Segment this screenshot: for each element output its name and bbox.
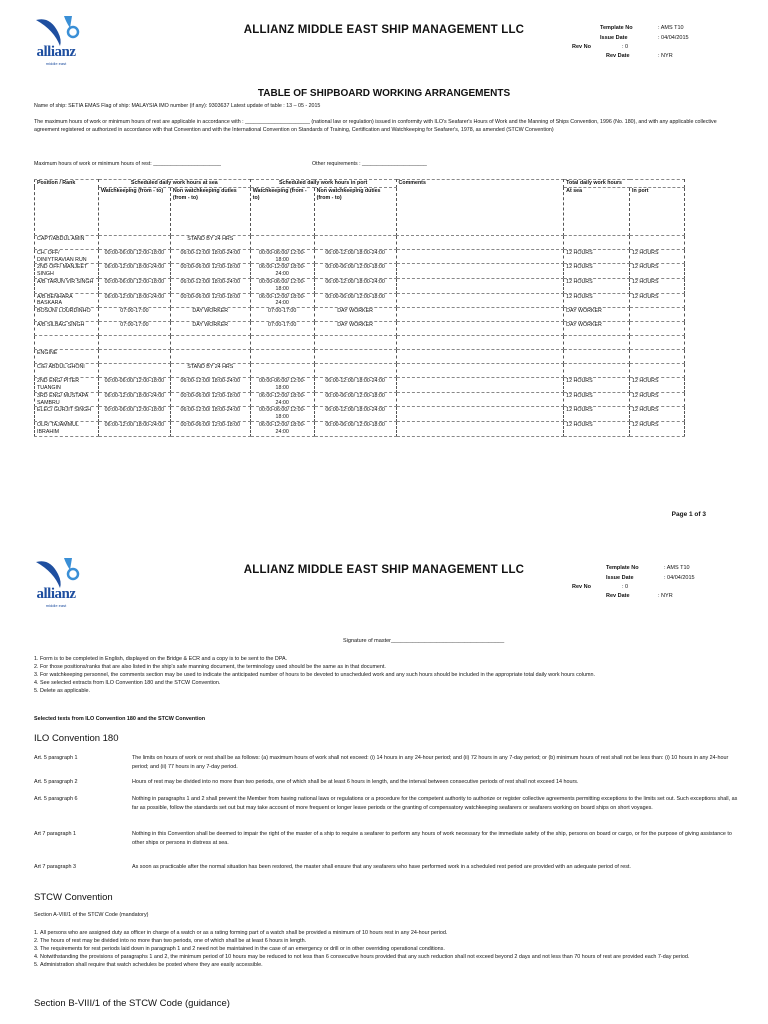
table-cell [564,235,630,249]
table-cell: 06:00-12:00/ 18:00-24:00 [314,278,396,293]
header-total: Total daily work hours [564,180,685,188]
table-cell: DAY WORKER [170,308,250,322]
table-cell: STAND BY 24 HRS [170,364,250,378]
article-label: Art 7 paragraph 3 [34,864,76,870]
table-cell: STAND BY 24 HRS [170,235,250,249]
ilo-article [34,863,744,872]
template-label: Template No [606,565,639,571]
table-cell: 00:00-06:00/ 12:00-18:00 [250,378,314,393]
table-cell: DAY WORKER [564,308,630,322]
table-cell: 06:00-12:00/ 18:00-24:00 [314,407,396,422]
table-row [35,392,685,407]
table-cell: 07:00-17:00 [98,322,170,336]
header-in-port: In port [630,187,685,235]
table-row [35,308,685,322]
document-meta-page2 [606,564,695,583]
comments-cell [396,336,564,350]
table-cell: 12 HOURS [564,421,630,436]
rank-cell: 2ND ENG/ PITER TUANGIN [35,378,99,393]
table-cell: 06:00-12:00/ 18:00-24:00 [250,421,314,436]
note-item: 4. See selected extracts from ILO Convention 180 and the STCW Convention. [40,679,760,687]
company-name: ALLIANZ MIDDLE EAST SHIP MANAGEMENT LLC [243,24,525,36]
table-cell: 06:00-12:00/ 18:00-24:00 [250,293,314,308]
table-cell [564,350,630,364]
comments-cell [396,421,564,436]
header-port: Scheduled daily work hours in port [250,180,396,188]
table-cell [314,336,396,350]
stcw-list [22,929,760,969]
table-row [35,378,685,393]
comments-cell [396,407,564,422]
table-cell: DAY WORKER [314,322,396,336]
issue-label: Issue Date [606,574,634,581]
comments-cell [396,249,564,264]
logo-subtext: middle east [45,603,67,608]
table-row [35,322,685,336]
page-number: Page 1 of 3 [671,511,706,518]
table-cell: 12 HOURS [630,264,685,279]
table-row [35,293,685,308]
table-cell [98,364,170,378]
table-cell: 00:00-06:00/ 12:00-18:00 [98,407,170,422]
table-cell: 06:00-12:00/ 18:00-24:00 [98,264,170,279]
working-arrangements-table [34,179,685,437]
table-cell: 00:00-06:00/ 12:00-18:00 [98,278,170,293]
table-cell [250,336,314,350]
article-label: Art. 5 paragraph 6 [34,796,78,802]
table-row [35,350,685,364]
table-cell [98,336,170,350]
rev-label: Rev No [572,584,591,590]
stcw-item: 4. Notwithstanding the provisions of paragraphs 1 and 2, the minimum period of 10 hours may be reduced to not less than 6 consecutive hours provided that any such reduction shall not exceed beyond 2 days and not less than 70 hours of rest are provided each 7-day period. [40,953,760,961]
table-cell: 00:00-06:00/ 12:00-18:00 [98,249,170,264]
table-row [35,278,685,293]
header-comments: Comments [396,180,564,236]
rank-cell: C/E/ ABDUL GHONI [35,364,99,378]
stcw-item: 3. The requirements for rest periods laid down in paragraph 1 and 2 need not be maintained in the case of an emergency or drill or in other overriding operational conditions. [40,945,760,953]
table-cell: DAY WORKER [314,308,396,322]
article-text: The limits on hours of work or rest shall be as follows: (a) maximum hours of work shall not exceed: (i) 14 hours in any 24-hour period; and (ii) 72 hours in any 7-day period; or (b) minimum hours of rest shall not be less than: (i) 10 hours in any 24-hour period; and (ii) 77 hours in any 7-day period. [132,755,729,770]
rev-value: : 0 [622,44,629,50]
other-requirements: Other requirements : ______________________ [312,161,427,167]
table-cell [98,235,170,249]
header-sea-nonwatch: Non watchkeeping duties (from - to) [170,187,250,235]
header-at-sea: At sea [564,187,630,235]
rank-cell: A/B BENHARA BASKARA [35,293,99,308]
table-cell [314,235,396,249]
table-cell [630,322,685,336]
rev-label: Rev No [572,44,591,50]
ship-info: Name of ship: SETIA EMAS Flag of ship: MALAYSIA IMO number (if any): 9303637 Latest update of table : 13 – 05 - 2015 [34,103,321,109]
comments-cell [396,308,564,322]
ilo-article [34,754,744,771]
table-cell: 12 HOURS [564,293,630,308]
table-cell: 06:00-12:00/ 18:00-24:00 [314,378,396,393]
table-cell: 12 HOURS [564,264,630,279]
issue-value: : 04/04/2015 [658,34,689,41]
table-cell: 12 HOURS [564,392,630,407]
article-label: Art. 5 paragraph 1 [34,755,78,761]
comments-cell [396,322,564,336]
ilo-article [34,830,744,847]
table-row [35,249,685,264]
table-cell: 12 HOURS [630,278,685,293]
note-item: 2. For those positions/ranks that are also listed in the ship's safe manning document, the terminology used should be the same as in that document. [40,663,760,671]
page-2 [0,540,768,1024]
table-cell [630,336,685,350]
table-cell: 06:00-12:00/ 18:00-24:00 [314,249,396,264]
table-cell: 12 HOURS [630,378,685,393]
document-meta [600,24,689,43]
table-cell [250,364,314,378]
article-text: Hours of rest may be divided into no more than two periods, one of which shall be at least 6 hours in length, and the interval between consecutive periods of rest shall not exceed 14 hours. [132,779,579,785]
table-cell: DAY WORKER [170,322,250,336]
table-cell: 06:00-12:00/ 18:00-24:00 [250,264,314,279]
table-cell: DAY WORKER [564,322,630,336]
note-item: 5. Delete as applicable. [40,687,760,695]
table-cell: 00:00-06:00/ 12:00-18:00 [170,421,250,436]
table-cell [314,364,396,378]
table-row [35,407,685,422]
header-position: Position / Rank [35,180,99,236]
table-cell [630,308,685,322]
table-cell [170,336,250,350]
table-cell: 12 HOURS [630,392,685,407]
table-cell: 12 HOURS [630,407,685,422]
comments-cell [396,364,564,378]
table-cell: 00:00-06:00/ 12:00-18:00 [314,293,396,308]
rank-cell [35,336,99,350]
stcw-section-a: Section A-VIII/1 of the STCW Code (mandatory) [34,912,149,918]
table-cell: 00:00-06:00/ 12:00-18:00 [314,264,396,279]
table-cell: 06:00-12:00/ 18:00-24:00 [170,407,250,422]
logo-subtext: middle east [45,61,67,66]
table-cell [314,350,396,364]
stcw-item: 1. All persons who are assigned duty as officer in charge of a watch or as a rating forming part of a watch shall be provided a minimum of 10 hours rest in any 24-hour period. [40,929,760,937]
table-cell [630,350,685,364]
comments-cell [396,350,564,364]
table-cell: 00:00-06:00/ 12:00-18:00 [170,293,250,308]
article-label: Art 7 paragraph 1 [34,831,76,837]
comments-cell [396,264,564,279]
ilo-article [34,795,744,812]
note-item: 1. Form is to be completed in English, displayed on the Bridge & ECR and a copy is to be sent to the DPA. [40,655,760,663]
rank-cell: OLR/ TAJAMMUL IBRAHIM [35,421,99,436]
table-row [35,264,685,279]
table-cell: 06:00-12:00/ 18:00-24:00 [98,392,170,407]
article-text: Nothing in this Convention shall be deemed to impair the right of the master of a ship to require a seafarer to perform any hours of work necessary for the immediate safety of the ship, persons on board or cargo, or for the purpose of giving assistance to other ships or persons in distress at sea. [132,831,732,846]
rank-cell: CAPT/ABDUL AMIN [35,235,99,249]
rank-cell: A/B TARUN VIR SINGH [35,278,99,293]
template-value: : AMS T10 [658,25,684,31]
header-port-watch: Watchkeeping (from - to) [250,187,314,235]
comments-cell [396,293,564,308]
table-cell [98,350,170,364]
stcw-section-b-heading: Section B-VIII/1 of the STCW Code (guidance) [34,998,230,1009]
rank-cell: CH. OFF/ DINIYTRAVIAN RUN [35,249,99,264]
rank-cell: ENGINE [35,350,99,364]
logo-text: allianz [36,44,76,60]
rank-cell: 2ND OFF/ MANJEET SINGH [35,264,99,279]
comments-cell [396,278,564,293]
revdate-label: Rev Date [606,593,630,599]
table-cell: 00:00-06:00/ 12:00-18:00 [170,392,250,407]
revdate-meta-page2 [606,592,673,602]
rev-value: : 0 [622,584,629,590]
selected-texts-heading: Selected texts from ILO Convention 180 and the STCW Convention [34,716,206,722]
max-hours: Maximum hours of work or minimum hours of rest: _______________________ [34,161,221,167]
comments-cell [396,235,564,249]
rank-cell: A/B SILBAG SINGH [35,322,99,336]
allianz-logo [30,12,82,64]
table-cell: 12 HOURS [564,378,630,393]
table-row [35,421,685,436]
table-cell: 06:00-12:00/ 18:00-24:00 [170,378,250,393]
comments-cell [396,392,564,407]
logo-text: allianz [36,586,76,602]
table-cell [170,350,250,364]
document-title: TABLE OF SHIPBOARD WORKING ARRANGEMENTS [257,88,511,99]
header-port-nonwatch: Non watchkeeping duties (from - to) [314,187,396,235]
stcw-item: 2. The hours of rest may be divided into no more than two periods, one of which shall be at least 6 hours in length. [40,937,760,945]
table-cell: 12 HOURS [630,421,685,436]
company-name-page2: ALLIANZ MIDDLE EAST SHIP MANAGEMENT LLC [243,564,525,576]
table-cell: 07:00-17:00 [250,308,314,322]
article-label: Art. 5 paragraph 2 [34,779,78,785]
table-cell: 07:00-17:00 [250,322,314,336]
table-cell: 00:00-06:00/ 12:00-18:00 [250,278,314,293]
note-item: 3. For watchkeeping personnel, the comments section may be used to indicate the anticipated number of hours to be devoted to unscheduled work and any such hours should be included in the appropriate total daily work hours column. [40,671,760,679]
table-cell: 00:00-06:00/ 12:00-18:00 [314,392,396,407]
revdate-meta [606,52,673,62]
table-cell [630,364,685,378]
stcw-heading: STCW Convention [34,892,113,903]
table-subheader-row [35,187,685,235]
table-cell: 06:00-12:00/ 18:00-24:00 [170,249,250,264]
allianz-logo-page2 [30,554,82,606]
table-cell [564,336,630,350]
article-text: As soon as practicable after the normal situation has been restored, the master shall ensure that any seafarers who have performed work in a scheduled rest period are provided with an adequate period of rest. [132,864,631,870]
instructions-list [22,655,760,695]
revdate-value: : NYR [658,593,673,599]
table-cell [250,235,314,249]
table-cell: 12 HOURS [630,249,685,264]
table-cell: 06:00-12:00/ 18:00-24:00 [170,278,250,293]
table-cell: 06:00-12:00/ 18:00-24:00 [250,392,314,407]
issue-value: : 04/04/2015 [664,574,695,581]
table-row [35,364,685,378]
ilo-article [34,778,744,787]
table-cell: 12 HOURS [630,293,685,308]
table-cell: 00:00-06:00/ 12:00-18:00 [250,407,314,422]
header-sea: Scheduled daily work hours at sea [98,180,250,188]
header-sea-watch: Watchkeeping (from - to) [98,187,170,235]
table-cell: 07:00-17:00 [98,308,170,322]
table-cell [564,364,630,378]
table-row [35,336,685,350]
table-cell [630,235,685,249]
article-text: Nothing in paragraphs 1 and 2 shall prevent the Member from having national laws or regulations or a procedure for the competent authority to authorize or register collective agreements permitting exceptions to the limits set out. Such exceptions shall, as far as possible, follow the standards set out but may take account of more frequent or longer leave periods or the granting of compensatory watchkeeping seafarers or seafarers working on board ships on short voyages. [132,796,738,811]
table-cell: 00:00-06:00/ 12:00-18:00 [314,421,396,436]
comments-cell [396,378,564,393]
table-cell: 12 HOURS [564,249,630,264]
table-cell: 12 HOURS [564,407,630,422]
rank-cell: 3RD ENG/ MUSTAPA SAMBRU [35,392,99,407]
revdate-value: : NYR [658,53,673,59]
rank-cell: ELEC/ GURJIT SINGH [35,407,99,422]
table-cell: 00:00-06:00/ 12:00-18:00 [98,378,170,393]
table-header-row [35,180,685,188]
table-cell [250,350,314,364]
stcw-item: 5. Administration shall require that watch schedules be posted where they are easily accessible. [40,961,760,969]
template-label: Template No [600,25,633,31]
table-cell: 00:00-06:00/ 12:00-18:00 [170,264,250,279]
table-cell: 00:00-06:00/ 12:00-18:00 [250,249,314,264]
table-cell: 06:00-12:00/ 18:00-24:00 [98,421,170,436]
issue-label: Issue Date [600,34,628,41]
template-value: : AMS T10 [664,565,690,571]
table-cell: 06:00-12:00/ 18:00-24:00 [98,293,170,308]
rank-cell: BOSUN/ LOURDINHO [35,308,99,322]
table-row [35,235,685,249]
ilo-heading: ILO Convention 180 [34,733,119,744]
master-signature: Signature of master_____________________________________ [343,638,505,644]
revdate-label: Rev Date [606,53,630,59]
table-cell: 12 HOURS [564,278,630,293]
intro-text: The maximum hours of work or minimum hours of rest are applicable in accordance with : ______________________ (national law or regulation) issued in conformity with ILO's Seafarer's Hours of Work and the Manning of Ships Convention, 1996 (No. 180), and with any applicable collective agreement registered or authorized in accordance with that Convention and with the International Convention on Standards of Training, Certification and Watchkeeping for Seafarer's, 1978, as amended (STCW Convention) [34,119,717,133]
